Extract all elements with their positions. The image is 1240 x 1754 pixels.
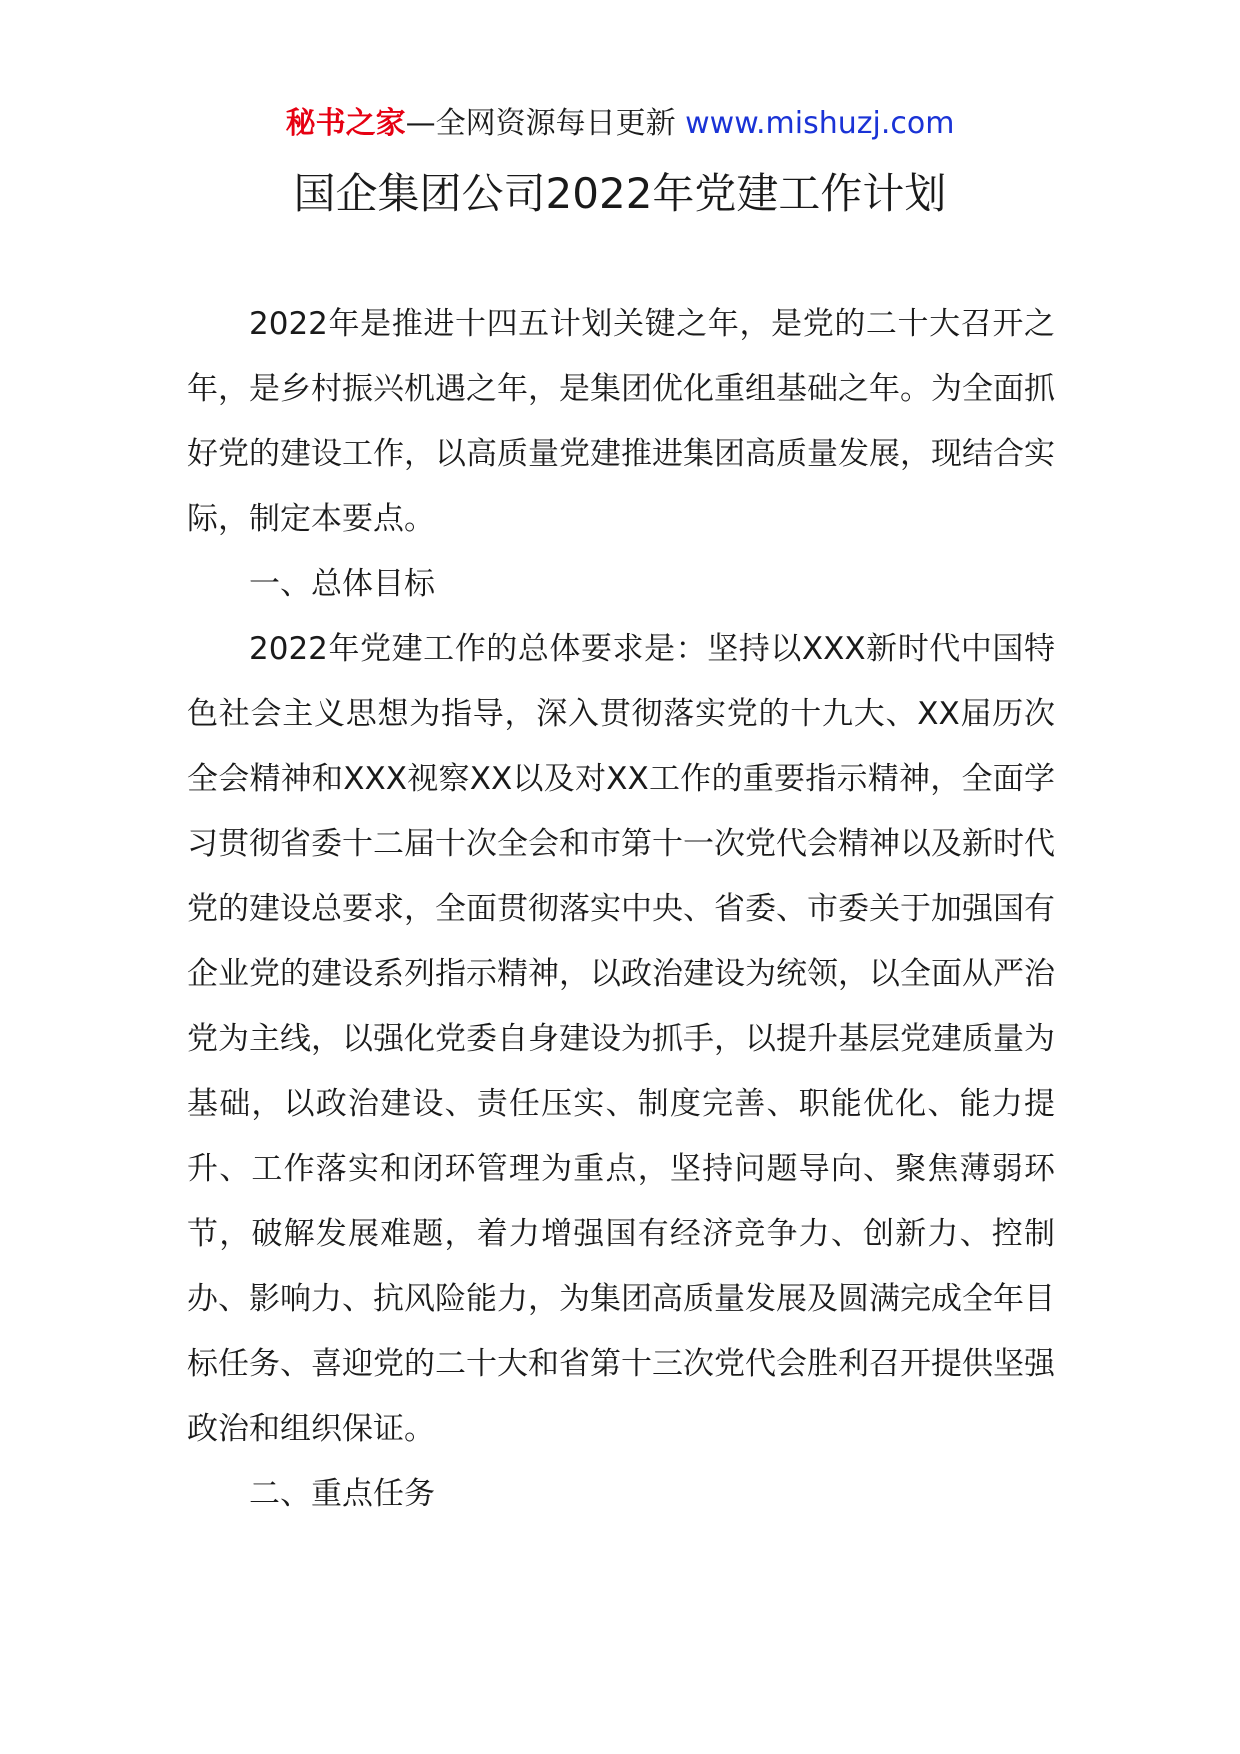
document-title: 国企集团公司2022年党建工作计划 bbox=[293, 169, 947, 218]
site-header bbox=[0, 104, 1240, 144]
goals-paragraph: 2022年党建工作的总体要求是：坚持以XXX新时代中国特色社会主义思想为指导，深入贯彻落实党的十九大、XX届历次全会精神和XXX视察XX以及对XX工作的重要指示精神，全面学习贯彻省委十二届十次全会和市第十一次党代会精神以及新时代党的建设总要求，全面贯彻落实中央、省委、市委关于加强国有企业党的建设系列指示精神，以政治建设为统领，以全面从严治党为主线，以强化党委自身建设为抓手，以提升基层党建质量为基础，以政治建设、责任压实、制度完善、职能优化、能力提升、工作落实和闭环管理为重点，坚持问题导向、聚焦薄弱环节，破解发展难题，着力增强国有经济竞争力、创新力、控制办、影响力、抗风险能力，为集团高质量发展及圆满完成全年目标任务、喜迎党的二十大和省第十三次党代会胜利召开提供坚强政治和组织保证。 bbox=[187, 631, 1055, 1447]
intro-paragraph: 2022年是推进十四五计划关键之年，是党的二十大召开之年，是乡村振兴机遇之年，是集团优化重组基础之年。为全面抓好党的建设工作，以高质量党建推进集团高质量发展，现结合实际，制定本要点。 bbox=[187, 306, 1055, 537]
header-tagline: —全网资源每日更新 bbox=[405, 106, 686, 141]
site-url-link[interactable]: www.mishuzj.com bbox=[685, 106, 955, 141]
brand-name: 秘书之家 bbox=[285, 106, 406, 141]
section-heading-goals: 一、总体目标 bbox=[249, 566, 435, 602]
section-heading-tasks: 二、重点任务 bbox=[249, 1476, 435, 1512]
document-body bbox=[187, 292, 1055, 1527]
